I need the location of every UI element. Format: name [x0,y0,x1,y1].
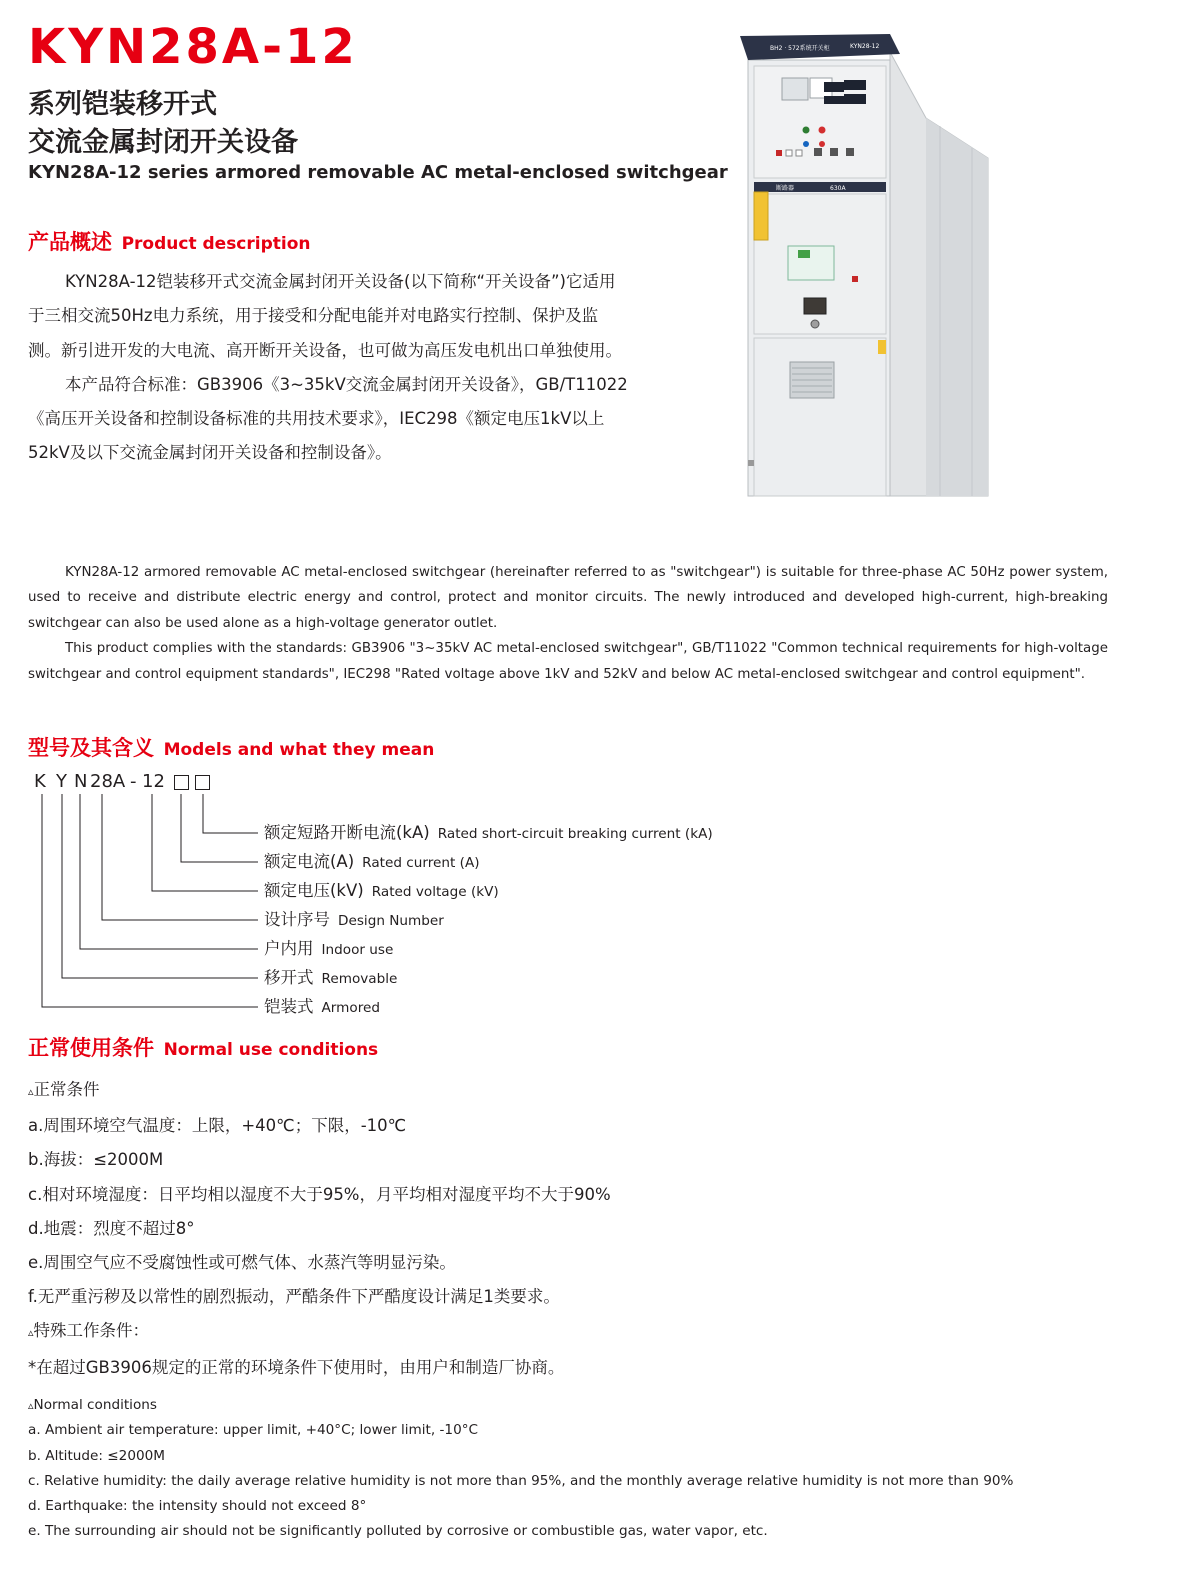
condition-cn-item: b.海拔：≤2000M [28,1150,164,1170]
heading-en: Normal use conditions [163,1040,379,1060]
legend-en: Armored [321,1000,380,1016]
triangle-icon: ▵ [28,1085,34,1098]
legend-en: Removable [321,971,398,987]
heading-cn: 产品概述 [28,230,112,254]
legend-cn: 户内用 [264,939,314,958]
triangle-icon: ▵ [28,1326,34,1340]
switchgear-cabinet-image [740,30,1000,500]
condition-cn-item: d.地震：烈度不超过8° [28,1218,195,1238]
breaker-label: 断路器 [776,185,795,192]
current-label: 630A [830,185,846,192]
legend-cn: 铠装式 [264,997,314,1016]
condition-cn-item: *在超过GB3906规定的正常的环境条件下使用时，由用户和制造厂协商。 [28,1357,565,1377]
legend-cn: 额定短路开断电流(kA) [264,823,430,842]
subtitle-en: KYN28A-12 series armored removable AC metal-enclosed switchgear [28,162,728,183]
legend-cn: 额定电流(A) [264,852,355,871]
legend-cn: 设计序号 [264,910,330,929]
legend-row-armored [264,994,380,1021]
code-box-current [174,775,189,790]
heading-en: Product description [121,234,311,254]
subtitle-cn [28,86,298,162]
conditions-cn-list [28,1073,611,1385]
cabinet-top-label: BH2 · 572系统开关柜 [770,45,830,52]
section-heading-models [28,734,434,764]
legend-row-indoor [264,936,393,963]
legend-cn: 额定电压(kV) [264,881,364,900]
legend-en: Rated voltage (kV) [371,884,499,900]
condition-en-item: e. The surrounding air should not be significantly polluted by corrosive or combustible gas, water vapor, etc. [28,1523,768,1540]
code-part-dash: - [130,771,137,792]
code-box-breaking [195,775,210,790]
legend-row-breaking-current [264,820,713,847]
code-part-y: Y [56,771,67,792]
condition-en-item: b. Altitude: ≤2000M [28,1447,166,1464]
heading-en: Models and what they mean [163,740,435,760]
heading-cn: 型号及其含义 [28,736,154,760]
legend-en: Indoor use [321,942,394,958]
description-en-p2: This product complies with the standards: GB3906 "3~35kV AC metal-enclosed switchgear", GB/T11022 "Common technical requirements for high-voltage switchgear and control equipment standards", IEC298 "Rated voltage above 1kV and 52kV and below AC metal-enclosed switchgear and control equipment". [28,641,1108,682]
page-title: KYN28A-12 [28,19,358,75]
legend-row-removable [264,965,397,992]
description-cn-p1: KYN28A-12铠装移开式交流金属封闭开关设备(以下简称“开关设备”)它适用于三相交流50Hz电力系统，用于接受和分配电能并对电路实行控制、保护及监测。新引进开发的大电流、高开断开关设备，也可做为高压发电机出口单独使用。 [28,272,622,360]
code-part-n: N [74,771,88,792]
condition-cn-item: e.周围空气应不受腐蚀性或可燃气体、水蒸汽等明显污染。 [28,1253,456,1273]
subtitle-cn-line1: 系列铠装移开式 [28,89,217,120]
triangle-icon: ▵ [28,1399,34,1412]
condition-cn-item: c.相对环境湿度：日平均相以湿度不大于95%，月平均相对湿度平均不大于90% [28,1184,611,1204]
legend-en: Rated short-circuit breaking current (kA) [437,826,713,842]
description-en-p1: KYN28A-12 armored removable AC metal-enclosed switchgear (hereinafter referred to as "switchgear") is suitable for three-phase AC 50Hz power system, used to receive and distribute electric energy and control, protect and monitor circuits. The newly introduced and developed high-current, high-breaking switchgear can also be used alone as a high-voltage generator outlet. [28,565,1108,631]
model-connector-lines [0,790,270,1020]
condition-cn-item: a.周围环境空气温度：上限，+40℃；下限，-10℃ [28,1116,407,1136]
condition-en-heading: ▵Normal conditions [28,1397,157,1413]
code-part-28a: 28A [90,771,126,792]
cabinet-top-model: KYN28-12 [850,43,880,50]
legend-cn: 移开式 [264,968,314,987]
legend-row-design-number [264,907,444,934]
code-part-12: 12 [142,771,165,792]
legend-row-rated-voltage [264,878,499,905]
code-part-k: K [34,771,46,792]
condition-cn-heading: ▵特殊工作条件： [28,1321,150,1341]
section-heading-conditions [28,1034,378,1064]
description-cn-p2: 本产品符合标准：GB3906《3~35kV交流金属封闭开关设备》，GB/T11022《高压开关设备和控制设备标准的共用技术要求》，IEC298《额定电压1kV以上52kV及以下交流金属封闭开关设备和控制设备》。 [28,374,628,463]
condition-cn-heading: ▵正常条件 [28,1080,100,1099]
subtitle-cn-line2: 交流金属封闭开关设备 [28,127,298,158]
conditions-en-list [28,1393,1013,1545]
condition-en-item: c. Relative humidity: the daily average relative humidity is not more than 95%, and the monthly average relative humidity is not more than 90% [28,1472,1014,1489]
legend-en: Rated current (A) [362,855,480,871]
description-en [28,560,1108,687]
section-heading-description [28,228,311,258]
description-cn [28,265,628,471]
heading-cn: 正常使用条件 [28,1036,154,1060]
legend-en: Design Number [338,913,444,929]
condition-cn-item: f.无严重污秽及以常性的剧烈振动，严酷条件下严酷度设计满足1类要求。 [28,1287,560,1307]
condition-en-item: a. Ambient air temperature: upper limit, +40°C; lower limit, -10°C [28,1422,479,1439]
condition-en-item: d. Earthquake: the intensity should not exceed 8° [28,1498,367,1515]
legend-row-rated-current [264,849,480,876]
